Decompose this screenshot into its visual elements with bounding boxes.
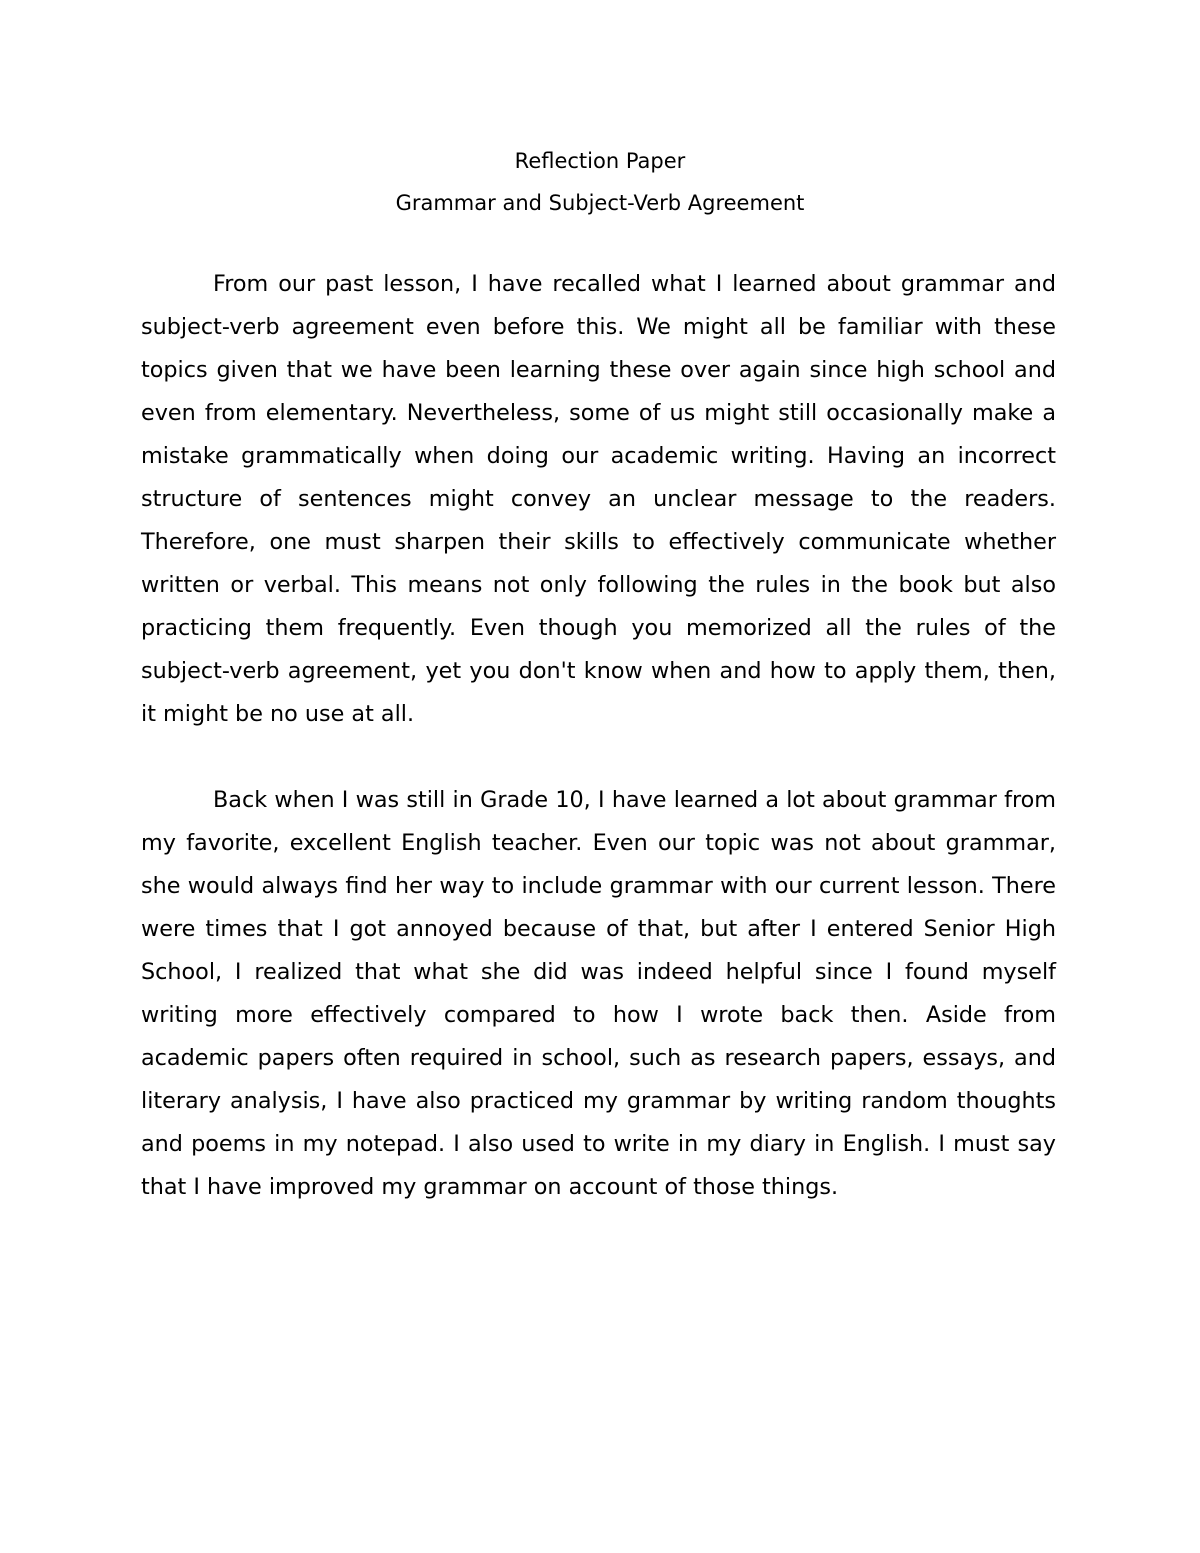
- paragraph-2: Back when I was still in Grade 10, I have learned a lot about grammar from my favorite, excellent English teacher. Even our topic was not about grammar, she would always find her way to include grammar with our current lesson. There were times that I got annoyed because of that, but after I entered Senior High School, I realized that what she did was indeed helpful since I found myself writing more effectively compared to how I wrote back then. Aside from academic papers often required in school, such as research papers, essays, and literary analysis, I have also practiced my grammar by writing random thoughts and poems in my notepad. I also used to write in my diary in English. I must say that I have improved my grammar on account of those things.: [141, 787, 1056, 1200]
- document-subtitle: Grammar and Subject-Verb Agreement: [395, 191, 805, 215]
- document-header: [0, 140, 1200, 224]
- document-title: Reflection Paper: [514, 149, 686, 173]
- paragraph-1: From our past lesson, I have recalled what I learned about grammar and subject-verb agreement even before this. We might all be familiar with these topics given that we have been learning these over again since high school and even from elementary. Nevertheless, some of us might still occasionally make a mistake grammatically when doing our academic writing. Having an incorrect structure of sentences might convey an unclear message to the readers. Therefore, one must sharpen their skills to effectively communicate whether written or verbal. This means not only following the rules in the book but also practicing them frequently. Even though you memorized all the rules of the subject-verb agreement, yet you don't know when and how to apply them, then, it might be no use at all.: [141, 271, 1056, 727]
- document-body: [141, 263, 1056, 1209]
